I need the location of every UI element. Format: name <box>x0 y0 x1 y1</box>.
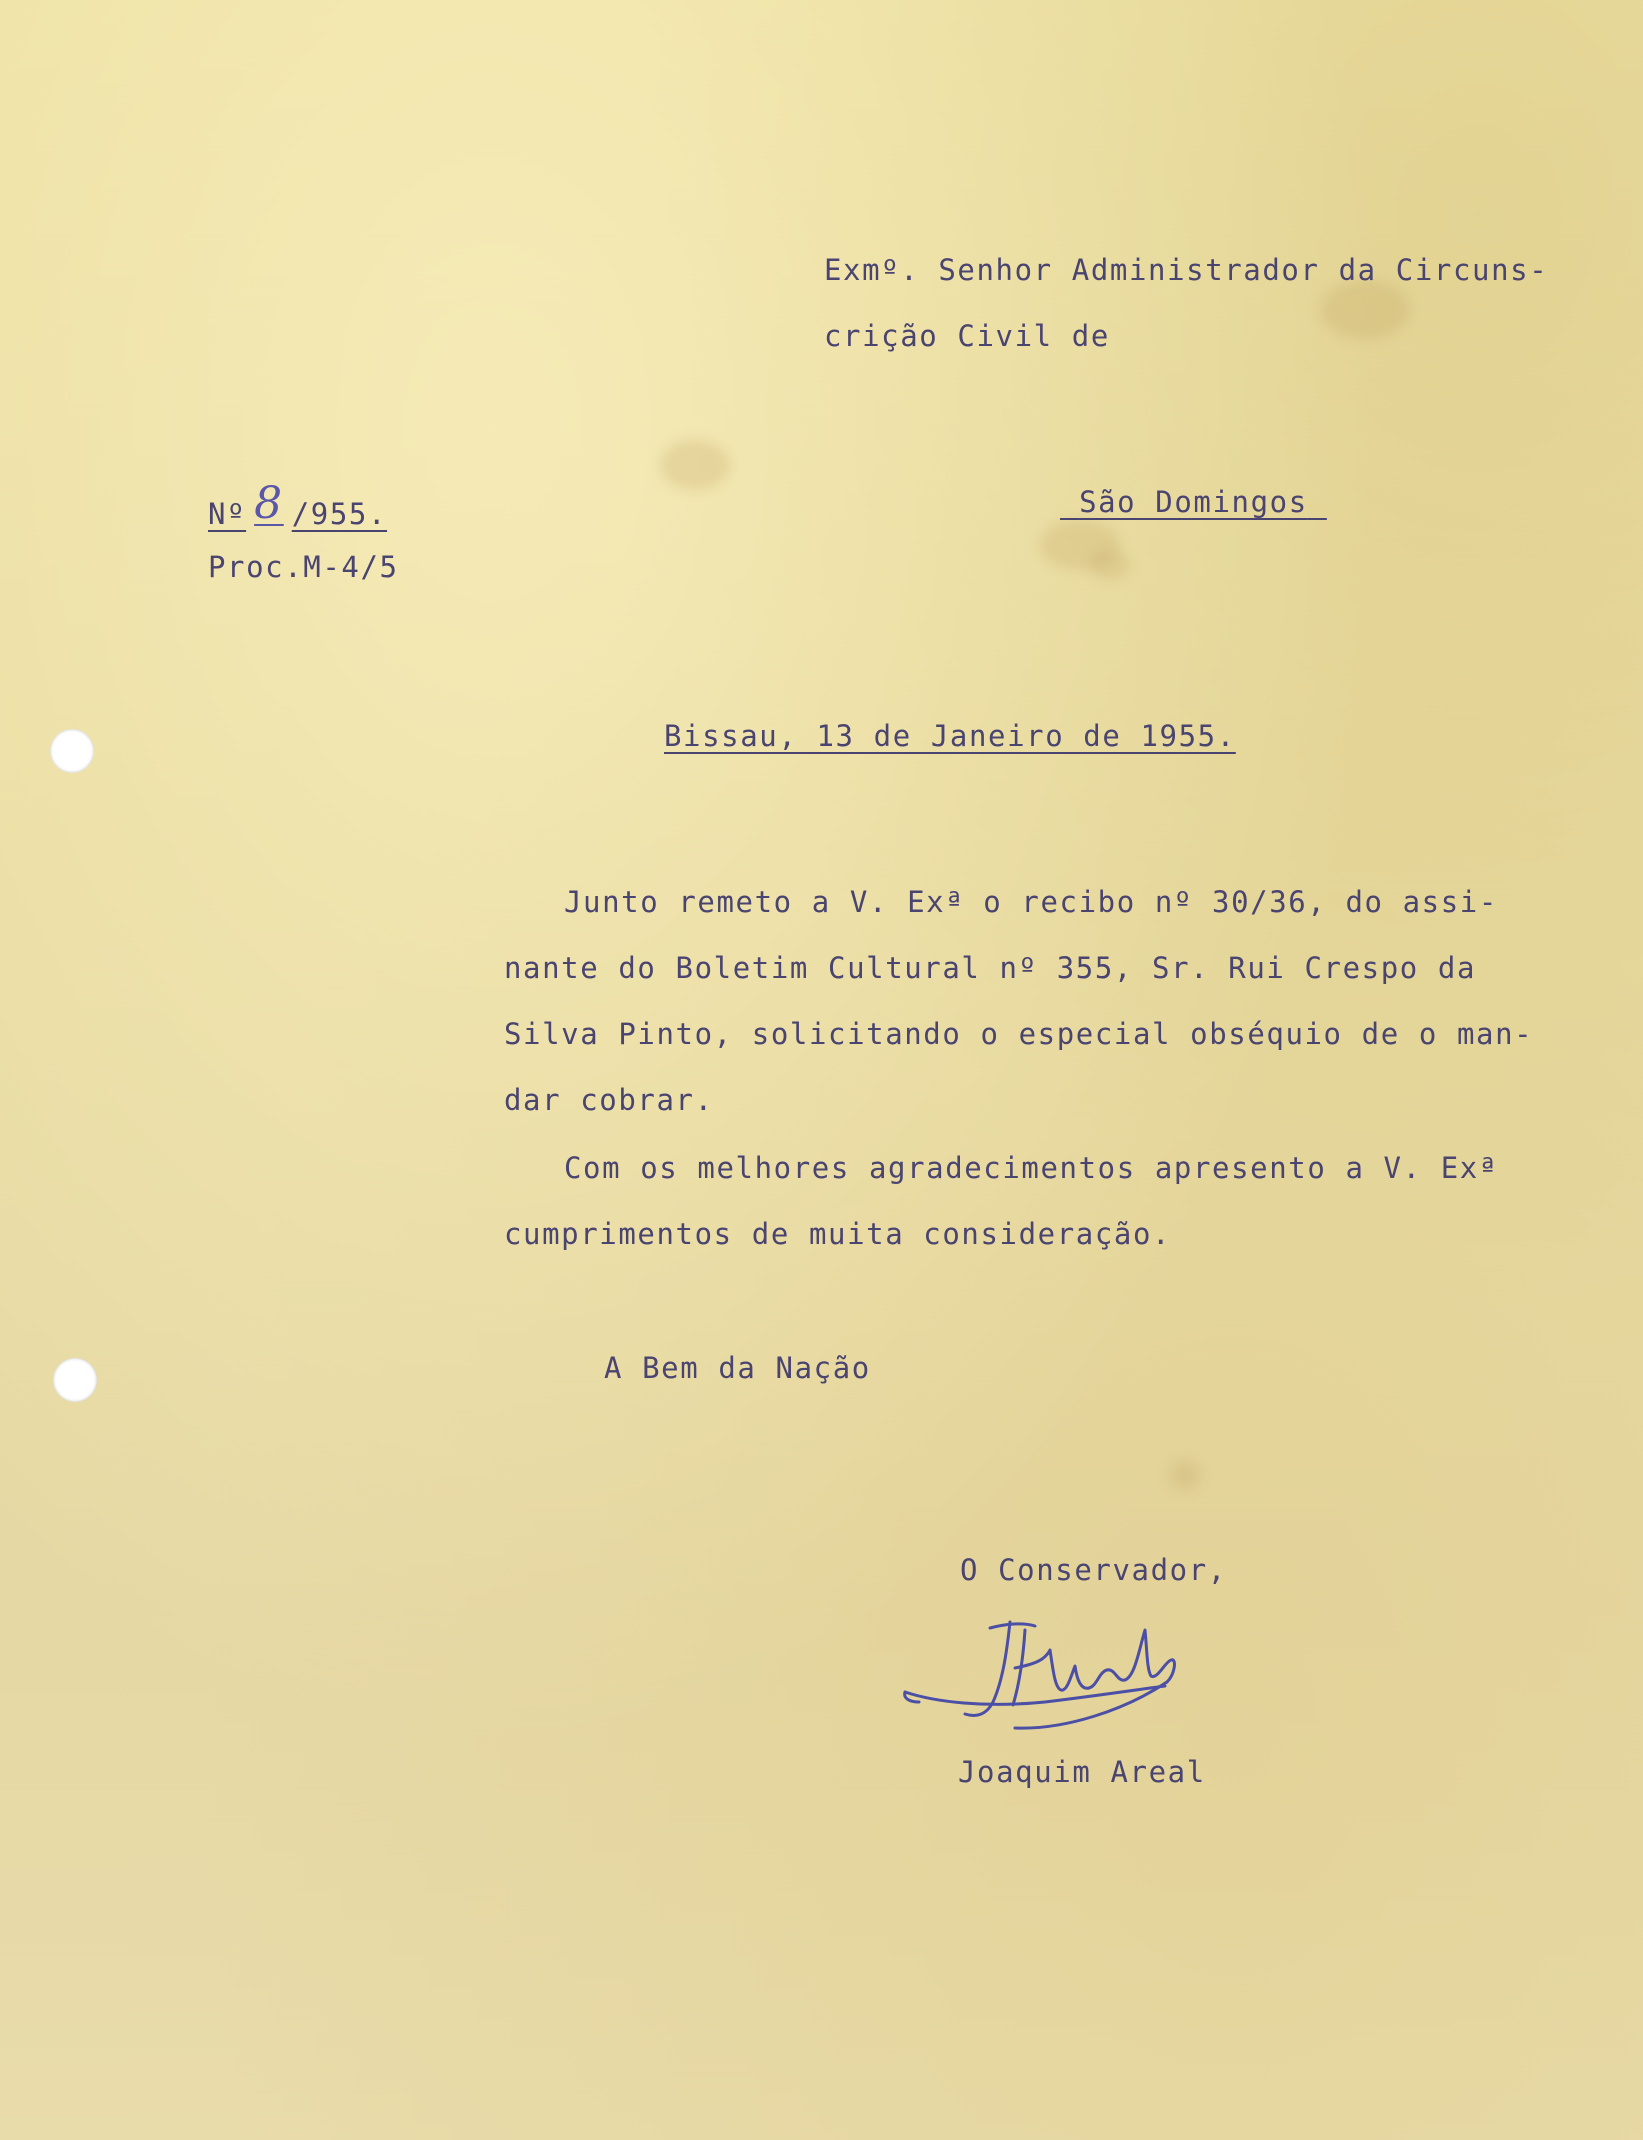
paper-stain <box>660 440 730 490</box>
reference-number <box>208 478 388 532</box>
reference-number-prefix: Nº <box>208 497 247 531</box>
addressee-line-1: Exmº. Senhor Administrador da Circuns- <box>824 253 1549 287</box>
paper-stain <box>1090 550 1130 580</box>
process-reference: Proc.M-4/5 <box>208 550 399 584</box>
body-line-1: Junto remeto a V. Exª o recibo nº 30/36, do assi- <box>564 885 1498 919</box>
reference-number-handwritten: 8 <box>254 478 284 529</box>
signatory-name: Joaquim Areal <box>958 1755 1206 1789</box>
reference-number-year: /955. <box>291 497 388 531</box>
addressee-place-text: São Domingos <box>1079 485 1308 519</box>
date-line: Bissau, 13 de Janeiro de 1955. <box>664 719 1236 753</box>
body-line-3: Silva Pinto, solicitando o especial obséquio de o man- <box>504 1017 1534 1051</box>
body-line-6: cumprimentos de muita consideração. <box>504 1217 1172 1251</box>
punch-hole-top <box>50 729 94 773</box>
body-line-2: nante do Boletim Cultural nº 355, Sr. Rui Crespo da <box>504 951 1477 985</box>
signatory-title: O Conservador, <box>960 1553 1227 1587</box>
body-line-4: dar cobrar. <box>504 1083 714 1117</box>
closing-salutation: A Bem da Nação <box>604 1351 871 1385</box>
addressee-line-2: crição Civil de <box>824 319 1110 353</box>
punch-hole-bottom <box>53 1358 97 1402</box>
paper-stain <box>1170 1460 1200 1490</box>
handwritten-signature <box>895 1610 1215 1740</box>
body-line-5: Com os melhores agradecimentos apresento a V. Exª <box>564 1151 1498 1185</box>
addressee-place <box>1060 485 1327 519</box>
paper-stain <box>1320 280 1410 340</box>
